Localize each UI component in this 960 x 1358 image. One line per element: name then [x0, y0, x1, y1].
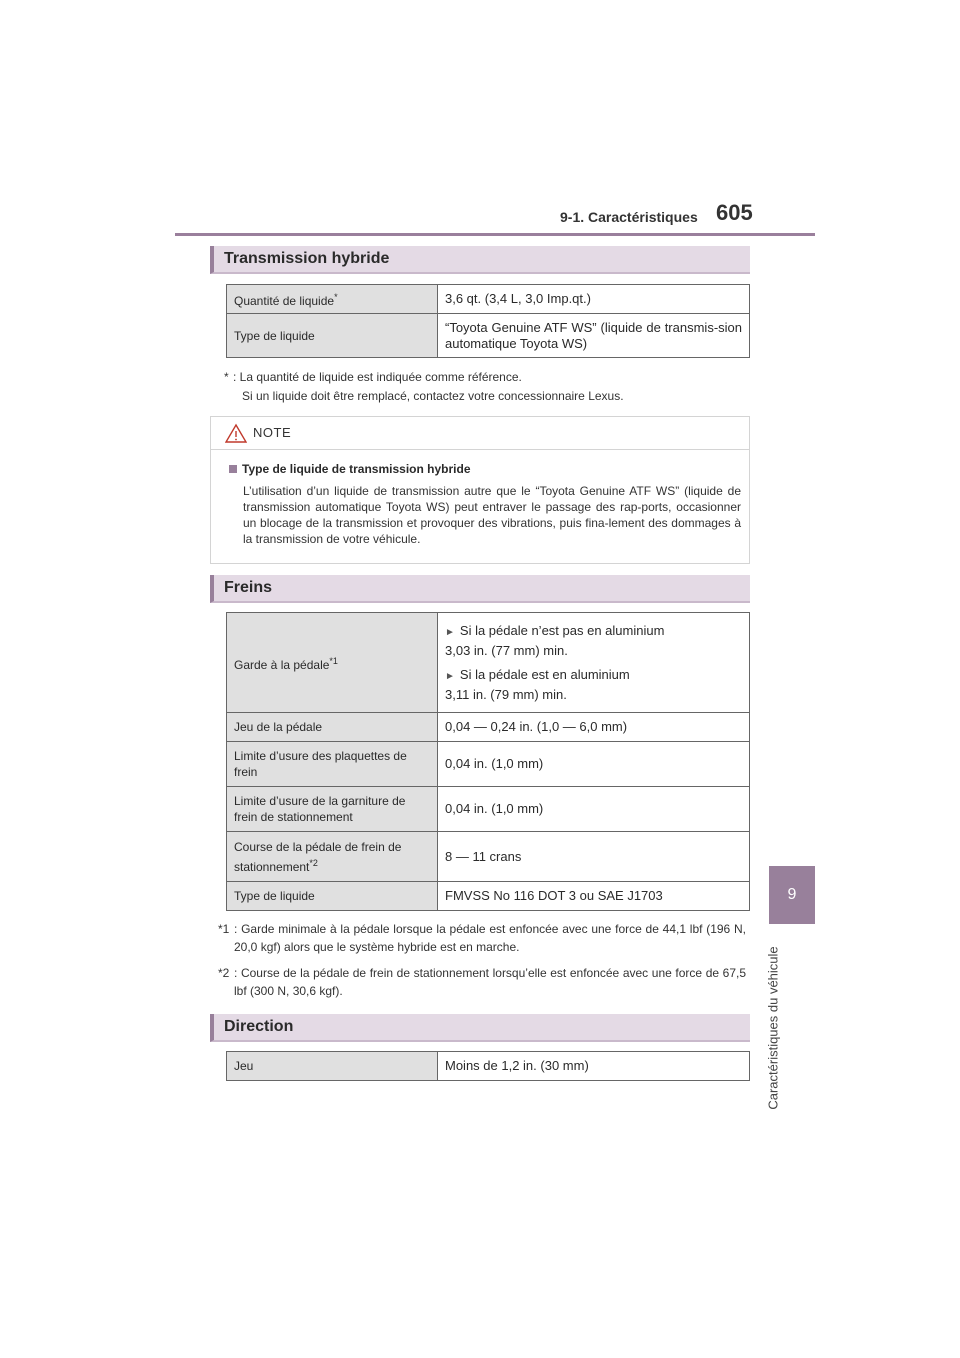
page-number: 605	[716, 200, 753, 225]
brakes-spec-table	[226, 612, 750, 911]
transmission-spec-table	[226, 284, 750, 358]
section-header-brakes: Freins	[210, 575, 750, 603]
note-subtitle: Type de liquide de transmission hybride	[229, 462, 471, 476]
footnote-brakes-1: *1 : Garde minimale à la pédale lorsque la pédale est enfoncée avec une force de 44,1 lbf (196 N, 20,0 kgf) alors que le système hybride est en marche.	[218, 922, 746, 954]
table-row: Limite d’usure des plaquettes de frein 0,04 in. (1,0 mm)	[227, 742, 750, 787]
section-header-steering: Direction	[210, 1014, 750, 1042]
table-row: Jeu Moins de 1,2 in. (30 mm)	[227, 1052, 750, 1081]
table-row: Type de liquide FMVSS No 116 DOT 3 ou SAE J1703	[227, 882, 750, 911]
table-row: Course de la pédale de frein de stationnement$^{*2}$ 8 — 11 crans	[227, 832, 750, 882]
note-body: L’utilisation d’un liquide de transmission autre que le “Toyota Genuine ATF WS” (liquide de transmission automatique Toyota WS) peut entraver le passage des rap-ports, occasionner un blocage de la transmission et provoquer des vibrations, puis fina-lement des dommages à la transmission de votre véhicule.	[243, 484, 741, 546]
section-header-transmission: Transmission hybride	[210, 246, 750, 274]
note-box	[210, 416, 750, 564]
triangle-right-icon: ►	[445, 670, 455, 682]
header-rule	[175, 233, 815, 236]
footnote-transmission: * : La quantité de liquide est indiquée comme référence. Si un liquide doit être remplacé, contactez votre concessionnaire Lexus.	[224, 370, 624, 403]
footnote-brakes-2: *2 : Course de la pédale de frein de stationnement lorsqu’elle est enfoncée avec une force de 67,5 lbf (300 N, 30,6 kgf).	[218, 966, 746, 998]
table-row: Jeu de la pédale 0,04 — 0,24 in. (1,0 — 6,0 mm)	[227, 713, 750, 742]
chapter-side-label: Caractéristiques du véhicule	[765, 946, 781, 1110]
table-row: Type de liquide “Toyota Genuine ATF WS” (liquide de transmis-sion automatique Toyota WS)	[227, 314, 750, 358]
table-row: Garde à la pédale$^{*1}$ ► Si la pédale n’est pas en aluminium 3,03 in. (77 mm) min. ► Si la pédale est en aluminium 3,11 in. (79 mm) min.	[227, 613, 750, 713]
table-row: Quantité de liquide* 3,6 qt. (3,4 L, 3,0 Imp.qt.)	[227, 285, 750, 314]
table-row: Limite d’usure de la garniture de frein de stationnement 0,04 in. (1,0 mm)	[227, 787, 750, 832]
warning-icon	[225, 423, 247, 443]
triangle-right-icon: ►	[445, 626, 455, 638]
chapter-tab[interactable]: 9	[769, 866, 815, 924]
note-title: NOTE	[253, 425, 292, 440]
steering-spec-table	[226, 1051, 750, 1081]
note-header	[211, 417, 749, 450]
section-title: 9-1. Caractéristiques	[560, 209, 698, 225]
bullet-square-icon	[229, 465, 237, 473]
